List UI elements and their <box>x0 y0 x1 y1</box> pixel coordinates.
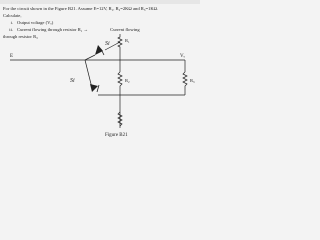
question-intro: For the circuit shown in the Figure B21. Assume E=12V, R₁, R₂=2KΩ and R₃=1KΩ. <box>3 6 159 11</box>
diode-bottom <box>90 84 99 92</box>
r2-resistor <box>118 72 122 95</box>
r1-label: R₁ <box>125 38 130 43</box>
item-text: Output voltage (Vₒ) <box>17 20 54 25</box>
figure-caption: Figure B21 <box>105 133 128 138</box>
diode-top <box>95 45 104 55</box>
r2-label: R₂ <box>125 78 130 83</box>
diode-top-label: Si <box>105 41 110 47</box>
item-extra: Current flowing <box>110 27 140 32</box>
r3-label: R₃ <box>190 78 195 83</box>
source-label: E <box>10 54 14 59</box>
item-text: Current flowing through resistor R₁ → <box>17 27 89 32</box>
item-number: ii. <box>9 27 13 32</box>
circuit-diagram <box>0 0 200 150</box>
r3-resistor <box>183 72 187 95</box>
diode-bottom-label: Si <box>70 78 75 84</box>
question-calculate: Calculate, <box>3 13 22 18</box>
output-label: Vₒ <box>180 54 186 59</box>
question-item-2-continuation: through resistor R₃ <box>3 34 38 39</box>
item-number: i. <box>10 20 13 25</box>
